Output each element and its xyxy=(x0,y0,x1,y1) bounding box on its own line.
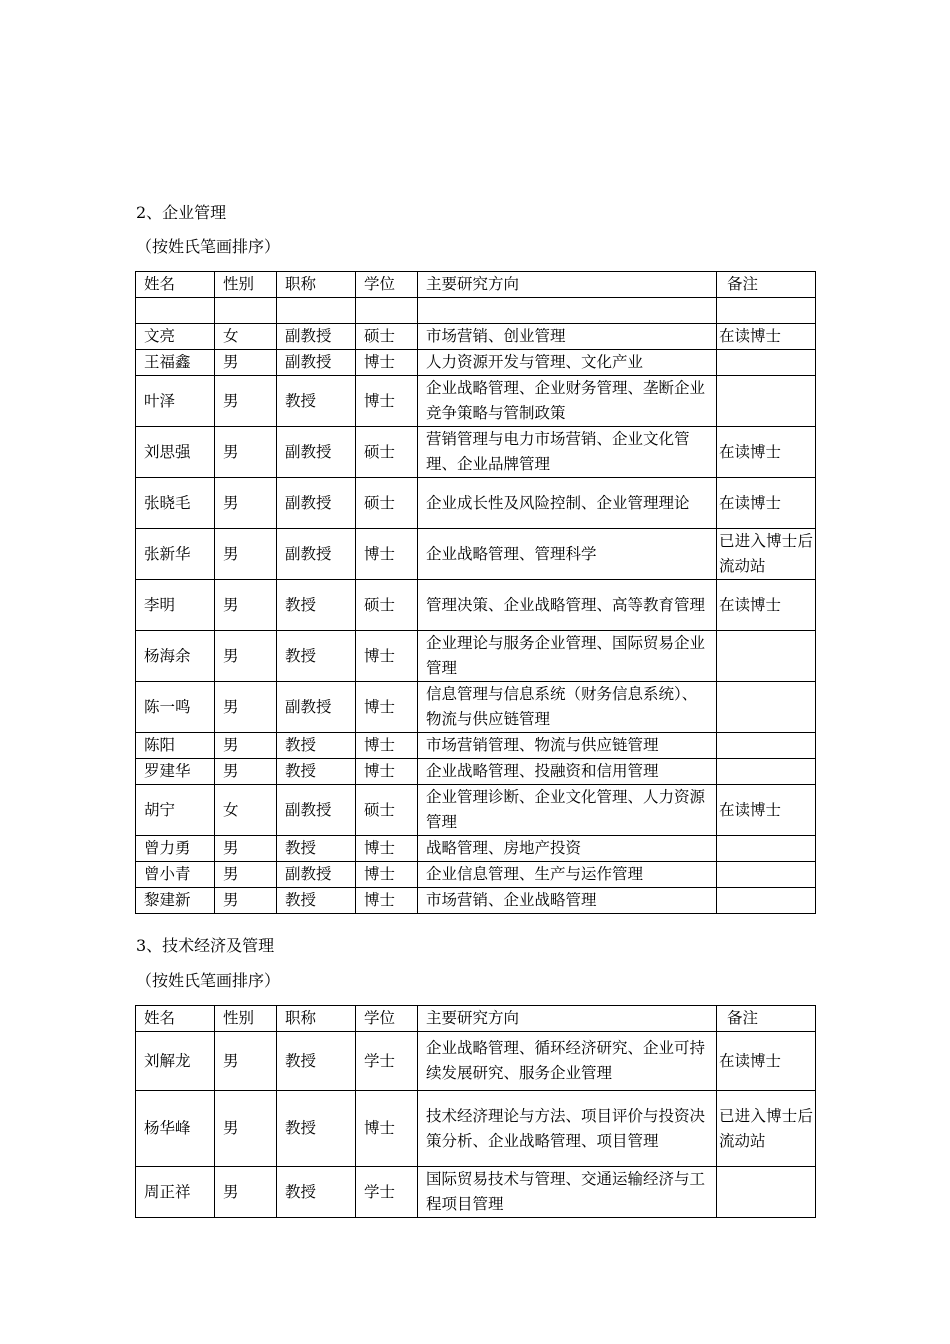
cell-title: 教授 xyxy=(277,1167,356,1218)
table-header-row xyxy=(136,272,816,298)
cell-name: 叶泽 xyxy=(136,376,215,427)
cell-research-focus: 人力资源开发与管理、文化产业 xyxy=(418,350,717,376)
header-name: 姓名 xyxy=(136,1006,215,1032)
cell-remark xyxy=(717,376,816,427)
cell-degree: 硕士 xyxy=(356,478,418,529)
table-row xyxy=(136,1032,816,1091)
table-row xyxy=(136,1167,816,1218)
cell-title: 副教授 xyxy=(277,427,356,478)
header-name: 姓名 xyxy=(136,272,215,298)
cell-gender: 男 xyxy=(215,427,277,478)
cell-title: 教授 xyxy=(277,580,356,631)
cell-name: 杨海余 xyxy=(136,631,215,682)
cell-research-focus xyxy=(418,298,717,324)
cell-gender xyxy=(215,298,277,324)
header-research-focus: 主要研究方向 xyxy=(418,1006,717,1032)
cell-name: 曾力勇 xyxy=(136,836,215,862)
cell-remark: 已进入博士后流动站 xyxy=(717,529,816,580)
cell-gender: 男 xyxy=(215,759,277,785)
cell-title xyxy=(277,298,356,324)
cell-gender: 男 xyxy=(215,631,277,682)
cell-research-focus: 企业管理诊断、企业文化管理、人力资源管理 xyxy=(418,785,717,836)
cell-remark: 在读博士 xyxy=(717,1032,816,1091)
header-title: 职称 xyxy=(277,1006,356,1032)
cell-research-focus: 企业战略管理、循环经济研究、企业可持续发展研究、服务企业管理 xyxy=(418,1032,717,1091)
cell-name: 刘解龙 xyxy=(136,1032,215,1091)
cell-degree: 学士 xyxy=(356,1167,418,1218)
cell-degree: 博士 xyxy=(356,888,418,914)
cell-title: 教授 xyxy=(277,376,356,427)
cell-research-focus: 信息管理与信息系统（财务信息系统）、物流与供应链管理 xyxy=(418,682,717,733)
cell-title: 教授 xyxy=(277,1032,356,1091)
cell-degree: 硕士 xyxy=(356,324,418,350)
cell-title: 教授 xyxy=(277,1091,356,1167)
cell-degree: 博士 xyxy=(356,759,418,785)
cell-degree: 博士 xyxy=(356,733,418,759)
table-row xyxy=(136,759,816,785)
cell-name: 文亮 xyxy=(136,324,215,350)
cell-research-focus: 战略管理、房地产投资 xyxy=(418,836,717,862)
cell-degree: 博士 xyxy=(356,529,418,580)
table-row xyxy=(136,682,816,733)
header-remark: 备注 xyxy=(717,272,816,298)
cell-remark xyxy=(717,350,816,376)
cell-title: 教授 xyxy=(277,733,356,759)
cell-degree: 博士 xyxy=(356,376,418,427)
cell-remark xyxy=(717,1167,816,1218)
header-degree: 学位 xyxy=(356,272,418,298)
header-title: 职称 xyxy=(277,272,356,298)
table-row xyxy=(136,888,816,914)
cell-remark xyxy=(717,862,816,888)
cell-name: 张新华 xyxy=(136,529,215,580)
cell-remark: 在读博士 xyxy=(717,324,816,350)
cell-title: 副教授 xyxy=(277,682,356,733)
header-gender: 性别 xyxy=(215,1006,277,1032)
section-3-title: 3、技术经济及管理 xyxy=(136,936,275,955)
cell-name: 刘思强 xyxy=(136,427,215,478)
cell-name: 黎建新 xyxy=(136,888,215,914)
table-body xyxy=(136,272,816,914)
table-row xyxy=(136,631,816,682)
cell-gender: 男 xyxy=(215,888,277,914)
cell-degree: 博士 xyxy=(356,836,418,862)
cell-degree xyxy=(356,298,418,324)
table-row xyxy=(136,1091,816,1167)
cell-remark xyxy=(717,759,816,785)
cell-name: 罗建华 xyxy=(136,759,215,785)
table-row xyxy=(136,427,816,478)
header-remark: 备注 xyxy=(717,1006,816,1032)
cell-name: 周正祥 xyxy=(136,1167,215,1218)
cell-gender: 男 xyxy=(215,478,277,529)
cell-research-focus: 营销管理与电力市场营销、企业文化管理、企业品牌管理 xyxy=(418,427,717,478)
header-degree: 学位 xyxy=(356,1006,418,1032)
table-row xyxy=(136,733,816,759)
cell-name: 陈阳 xyxy=(136,733,215,759)
cell-research-focus: 企业成长性及风险控制、企业管理理论 xyxy=(418,478,717,529)
table-row xyxy=(136,580,816,631)
cell-remark: 在读博士 xyxy=(717,580,816,631)
section-2-subtitle: （按姓氏笔画排序） xyxy=(136,237,281,256)
section-2-title: 2、企业管理 xyxy=(136,203,227,222)
cell-research-focus: 企业信息管理、生产与运作管理 xyxy=(418,862,717,888)
cell-research-focus: 国际贸易技术与管理、交通运输经济与工程项目管理 xyxy=(418,1167,717,1218)
cell-degree: 博士 xyxy=(356,350,418,376)
cell-title: 教授 xyxy=(277,888,356,914)
cell-remark xyxy=(717,631,816,682)
cell-gender: 男 xyxy=(215,1091,277,1167)
cell-name: 王福鑫 xyxy=(136,350,215,376)
cell-research-focus: 市场营销、创业管理 xyxy=(418,324,717,350)
table-row xyxy=(136,376,816,427)
table-row xyxy=(136,350,816,376)
table-row xyxy=(136,862,816,888)
cell-title: 教授 xyxy=(277,836,356,862)
cell-remark: 在读博士 xyxy=(717,478,816,529)
cell-name: 杨华峰 xyxy=(136,1091,215,1167)
cell-degree: 博士 xyxy=(356,1091,418,1167)
table-row xyxy=(136,298,816,324)
cell-title: 教授 xyxy=(277,759,356,785)
section-3-subtitle: （按姓氏笔画排序） xyxy=(136,971,281,990)
faculty-table-enterprise-management xyxy=(135,271,816,914)
cell-title: 副教授 xyxy=(277,478,356,529)
cell-research-focus: 企业战略管理、管理科学 xyxy=(418,529,717,580)
cell-gender: 男 xyxy=(215,1032,277,1091)
cell-name: 张晓毛 xyxy=(136,478,215,529)
cell-name: 胡宁 xyxy=(136,785,215,836)
table-row xyxy=(136,478,816,529)
cell-name xyxy=(136,298,215,324)
cell-remark: 在读博士 xyxy=(717,785,816,836)
cell-remark: 在读博士 xyxy=(717,427,816,478)
cell-title: 教授 xyxy=(277,631,356,682)
cell-gender: 男 xyxy=(215,682,277,733)
cell-title: 副教授 xyxy=(277,324,356,350)
cell-name: 李明 xyxy=(136,580,215,631)
cell-degree: 硕士 xyxy=(356,580,418,631)
cell-degree: 博士 xyxy=(356,862,418,888)
cell-research-focus: 市场营销、企业战略管理 xyxy=(418,888,717,914)
table-row xyxy=(136,529,816,580)
cell-degree: 硕士 xyxy=(356,427,418,478)
cell-gender: 女 xyxy=(215,785,277,836)
cell-remark xyxy=(717,888,816,914)
cell-remark xyxy=(717,733,816,759)
table-row xyxy=(136,785,816,836)
cell-title: 副教授 xyxy=(277,529,356,580)
cell-title: 副教授 xyxy=(277,785,356,836)
cell-gender: 男 xyxy=(215,836,277,862)
cell-name: 曾小青 xyxy=(136,862,215,888)
cell-gender: 男 xyxy=(215,1167,277,1218)
cell-gender: 男 xyxy=(215,529,277,580)
header-gender: 性别 xyxy=(215,272,277,298)
cell-research-focus: 技术经济理论与方法、项目评价与投资决策分析、企业战略管理、项目管理 xyxy=(418,1091,717,1167)
cell-research-focus: 企业战略管理、企业财务管理、垄断企业竞争策略与管制政策 xyxy=(418,376,717,427)
cell-title: 副教授 xyxy=(277,862,356,888)
cell-remark xyxy=(717,682,816,733)
table-row xyxy=(136,836,816,862)
cell-research-focus: 管理决策、企业战略管理、高等教育管理 xyxy=(418,580,717,631)
cell-degree: 硕士 xyxy=(356,785,418,836)
cell-degree: 博士 xyxy=(356,631,418,682)
cell-name: 陈一鸣 xyxy=(136,682,215,733)
cell-remark: 已进入博士后流动站 xyxy=(717,1091,816,1167)
table-row xyxy=(136,324,816,350)
header-research-focus: 主要研究方向 xyxy=(418,272,717,298)
cell-research-focus: 市场营销管理、物流与供应链管理 xyxy=(418,733,717,759)
cell-degree: 学士 xyxy=(356,1032,418,1091)
faculty-table-technical-economics xyxy=(135,1005,816,1218)
cell-gender: 男 xyxy=(215,733,277,759)
table-header-row xyxy=(136,1006,816,1032)
cell-remark xyxy=(717,298,816,324)
cell-remark xyxy=(717,836,816,862)
cell-gender: 男 xyxy=(215,376,277,427)
cell-gender: 男 xyxy=(215,580,277,631)
table-body xyxy=(136,1006,816,1218)
cell-degree: 博士 xyxy=(356,682,418,733)
cell-gender: 男 xyxy=(215,862,277,888)
cell-research-focus: 企业战略管理、投融资和信用管理 xyxy=(418,759,717,785)
cell-research-focus: 企业理论与服务企业管理、国际贸易企业管理 xyxy=(418,631,717,682)
cell-gender: 男 xyxy=(215,350,277,376)
cell-gender: 女 xyxy=(215,324,277,350)
cell-title: 副教授 xyxy=(277,350,356,376)
